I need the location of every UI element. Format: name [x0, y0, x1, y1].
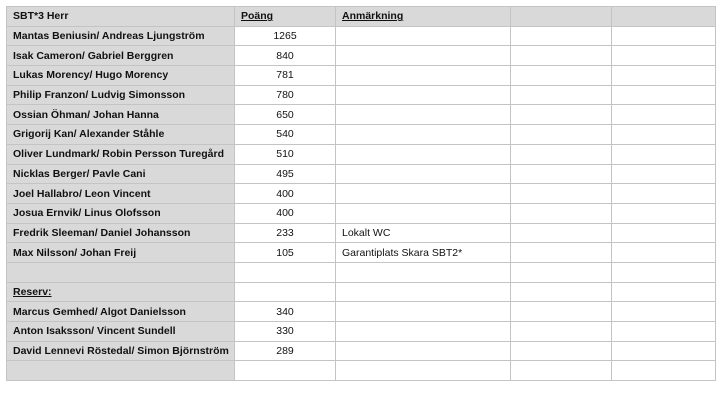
note-cell[interactable]: [336, 341, 511, 361]
points-cell[interactable]: 781: [235, 66, 336, 86]
empty-cell[interactable]: [612, 282, 716, 302]
player-name-cell[interactable]: Nicklas Berger/ Pavle Cani: [7, 164, 235, 184]
empty-cell[interactable]: [511, 85, 612, 105]
points-cell[interactable]: 840: [235, 46, 336, 66]
player-row: [7, 85, 716, 105]
points-cell[interactable]: 510: [235, 144, 336, 164]
reserve-label-cell[interactable]: Reserv:: [7, 282, 235, 302]
empty-cell[interactable]: [612, 125, 716, 145]
empty-row: [7, 361, 716, 381]
empty-cell[interactable]: [511, 164, 612, 184]
player-row: [7, 125, 716, 145]
reserve-name-cell[interactable]: Marcus Gemhed/ Algot Danielsson: [7, 302, 235, 322]
empty-cell[interactable]: [612, 302, 716, 322]
empty-cell[interactable]: [612, 341, 716, 361]
note-cell[interactable]: [336, 322, 511, 342]
empty-cell[interactable]: [612, 85, 716, 105]
empty-cell[interactable]: [511, 46, 612, 66]
note-cell[interactable]: [336, 105, 511, 125]
empty-cell[interactable]: [511, 66, 612, 86]
player-name-cell[interactable]: Mantas Beniusin/ Andreas Ljungström: [7, 26, 235, 46]
player-row: [7, 184, 716, 204]
reserve-name-cell[interactable]: Anton Isaksson/ Vincent Sundell: [7, 322, 235, 342]
player-row: [7, 223, 716, 243]
player-row: [7, 105, 716, 125]
empty-cell[interactable]: [511, 105, 612, 125]
spreadsheet-table: [6, 6, 716, 381]
points-cell[interactable]: 233: [235, 223, 336, 243]
empty-cell[interactable]: [612, 164, 716, 184]
empty-cell[interactable]: [612, 46, 716, 66]
empty-cell[interactable]: [511, 302, 612, 322]
note-cell[interactable]: [336, 125, 511, 145]
note-cell[interactable]: [336, 85, 511, 105]
empty-cell[interactable]: [612, 243, 716, 263]
reserve-row: [7, 341, 716, 361]
points-cell[interactable]: 780: [235, 85, 336, 105]
player-row: [7, 26, 716, 46]
player-row: [7, 46, 716, 66]
empty-cell[interactable]: [612, 184, 716, 204]
player-row: [7, 164, 716, 184]
empty-cell[interactable]: [511, 361, 612, 381]
empty-row: [7, 262, 716, 282]
player-name-cell[interactable]: Lukas Morency/ Hugo Morency: [7, 66, 235, 86]
note-cell[interactable]: [336, 164, 511, 184]
player-name-cell[interactable]: Isak Cameron/ Gabriel Berggren: [7, 46, 235, 66]
empty-cell[interactable]: [612, 26, 716, 46]
empty-cell[interactable]: [511, 243, 612, 263]
empty-cell[interactable]: [511, 223, 612, 243]
player-name-cell[interactable]: Ossian Öhman/ Johan Hanna: [7, 105, 235, 125]
note-cell[interactable]: [336, 302, 511, 322]
empty-cell[interactable]: [511, 282, 612, 302]
player-name-cell[interactable]: [7, 361, 235, 381]
player-row: [7, 144, 716, 164]
points-cell[interactable]: 105: [235, 243, 336, 263]
points-cell[interactable]: 650: [235, 105, 336, 125]
empty-cell[interactable]: [511, 26, 612, 46]
points-cell[interactable]: 289: [235, 341, 336, 361]
player-row: [7, 66, 716, 86]
header-cell-note[interactable]: Anmärkning: [336, 7, 511, 27]
player-name-cell[interactable]: Joel Hallabro/ Leon Vincent: [7, 184, 235, 204]
note-cell[interactable]: [336, 262, 511, 282]
empty-cell[interactable]: [511, 322, 612, 342]
player-name-cell[interactable]: [7, 262, 235, 282]
empty-cell[interactable]: [612, 223, 716, 243]
empty-cell[interactable]: [511, 184, 612, 204]
note-cell[interactable]: [336, 46, 511, 66]
header-cell-points[interactable]: Poäng: [235, 7, 336, 27]
player-name-cell[interactable]: Philip Franzon/ Ludvig Simonsson: [7, 85, 235, 105]
note-cell[interactable]: Garantiplats Skara SBT2*: [336, 243, 511, 263]
points-cell[interactable]: 330: [235, 322, 336, 342]
empty-cell[interactable]: [612, 66, 716, 86]
empty-cell[interactable]: [612, 144, 716, 164]
player-name-cell[interactable]: Oliver Lundmark/ Robin Persson Turegård: [7, 144, 235, 164]
reserve-name-cell[interactable]: David Lennevi Röstedal/ Simon Björnström: [7, 341, 235, 361]
note-cell[interactable]: [336, 361, 511, 381]
player-row: [7, 243, 716, 263]
note-cell[interactable]: Lokalt WC: [336, 223, 511, 243]
empty-cell[interactable]: [612, 361, 716, 381]
empty-cell[interactable]: [612, 203, 716, 223]
note-cell[interactable]: [336, 26, 511, 46]
points-cell[interactable]: [235, 361, 336, 381]
empty-cell[interactable]: [511, 341, 612, 361]
empty-cell[interactable]: [511, 262, 612, 282]
note-cell[interactable]: [336, 184, 511, 204]
empty-cell[interactable]: [612, 322, 716, 342]
empty-cell[interactable]: [511, 144, 612, 164]
player-name-cell[interactable]: Grigorij Kan/ Alexander Ståhle: [7, 125, 235, 145]
note-cell[interactable]: [336, 282, 511, 302]
header-cell-name[interactable]: SBT*3 Herr: [7, 7, 235, 27]
reserve-header-row: [7, 282, 716, 302]
points-cell[interactable]: 1265: [235, 26, 336, 46]
points-cell[interactable]: 340: [235, 302, 336, 322]
player-name-cell[interactable]: Max Nilsson/ Johan Freij: [7, 243, 235, 263]
player-name-cell[interactable]: Josua Ernvik/ Linus Olofsson: [7, 203, 235, 223]
reserve-row: [7, 322, 716, 342]
points-cell[interactable]: [235, 262, 336, 282]
player-row: [7, 203, 716, 223]
header-cell-empty[interactable]: [612, 7, 716, 27]
points-cell[interactable]: 400: [235, 184, 336, 204]
player-name-cell[interactable]: Fredrik Sleeman/ Daniel Johansson: [7, 223, 235, 243]
reserve-row: [7, 302, 716, 322]
empty-cell[interactable]: [612, 262, 716, 282]
points-cell[interactable]: [235, 282, 336, 302]
note-cell[interactable]: [336, 144, 511, 164]
empty-cell[interactable]: [511, 125, 612, 145]
empty-cell[interactable]: [612, 105, 716, 125]
note-cell[interactable]: [336, 66, 511, 86]
note-cell[interactable]: [336, 203, 511, 223]
header-row: [7, 7, 716, 27]
points-cell[interactable]: 400: [235, 203, 336, 223]
header-cell-empty[interactable]: [511, 7, 612, 27]
empty-cell[interactable]: [511, 203, 612, 223]
points-cell[interactable]: 540: [235, 125, 336, 145]
points-cell[interactable]: 495: [235, 164, 336, 184]
